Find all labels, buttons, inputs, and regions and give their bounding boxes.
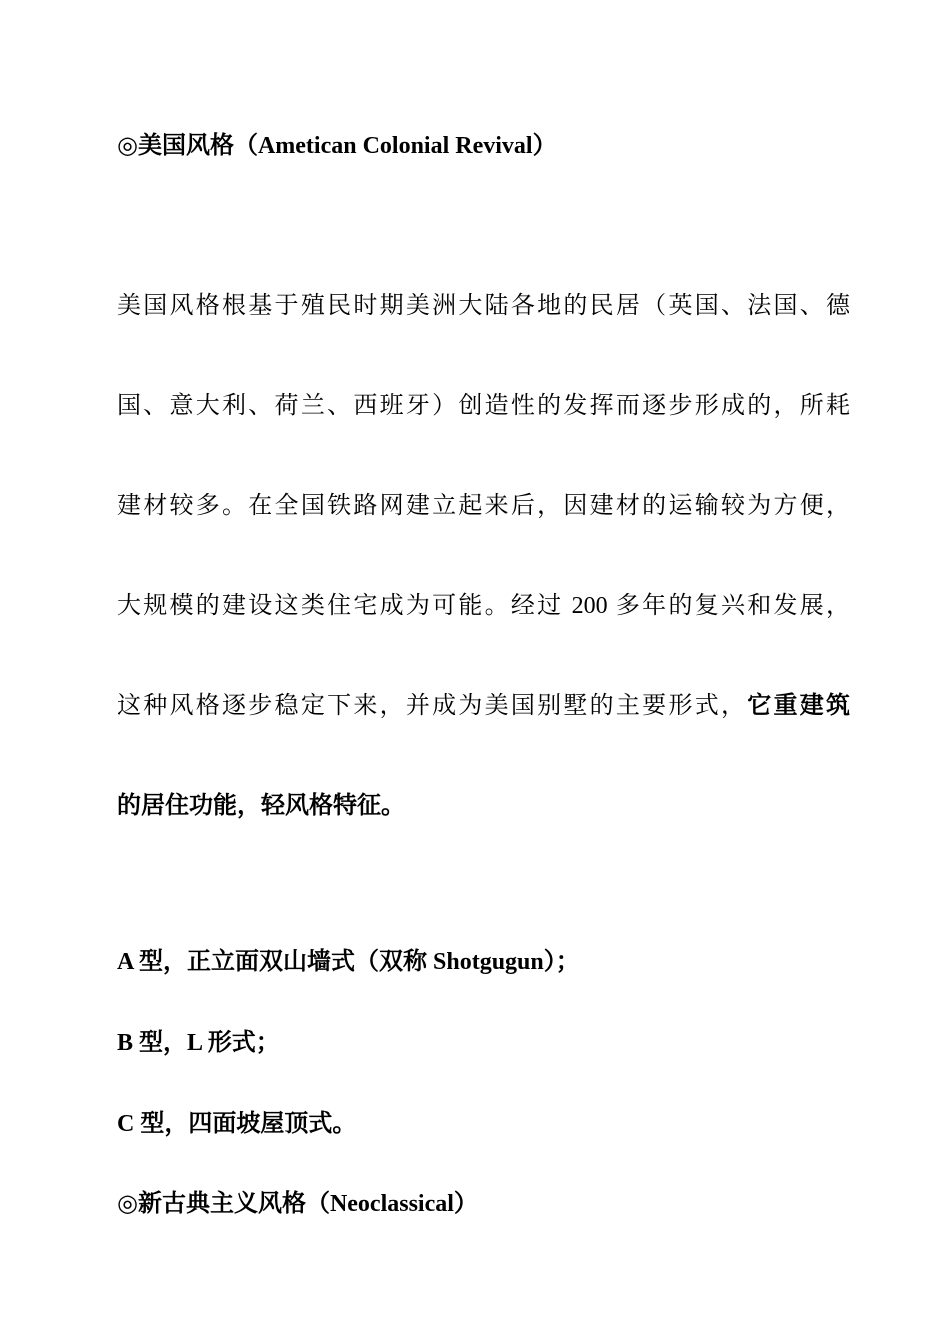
type-item-b: B 型，L 形式；: [117, 1030, 280, 1056]
paragraph-line-5-text: 这种风格逐步稳定下来，并成为美国别墅的主要形式，: [117, 693, 748, 719]
paragraph-line-5: [117, 691, 850, 721]
paragraph-line-1: 美国风格根基于殖民时期美洲大陆各地的民居（英国、法国、德: [117, 293, 850, 319]
section-heading-neoclassical: ◎新古典主义风格（Neoclassical）: [117, 1191, 478, 1217]
type-item-a: A 型，正立面双山墙式（双称 Shotgugun）；: [117, 949, 580, 975]
paragraph-line-3: 建材较多。在全国铁路网建立起来后，因建材的运输较为方便，: [117, 493, 850, 519]
section-heading-american-style: ◎美国风格（Ametican Colonial Revival）: [117, 133, 557, 159]
paragraph-line-4: 大规模的建设这类住宅成为可能。经过 200 多年的复兴和发展，: [117, 593, 850, 619]
paragraph-emphasis-end: 的居住功能，轻风格特征。: [117, 793, 405, 819]
type-item-c: C 型，四面坡屋顶式。: [117, 1111, 357, 1137]
paragraph-emphasis-start: 它重建筑: [747, 693, 851, 719]
paragraph-line-2: 国、意大利、荷兰、西班牙）创造性的发挥而逐步形成的，所耗: [117, 393, 850, 419]
